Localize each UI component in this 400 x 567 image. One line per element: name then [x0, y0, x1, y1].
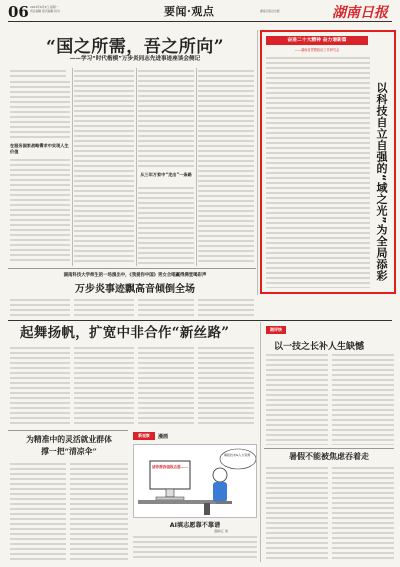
feature-banner: 奋进二十大精神 奋力谱新篇 [266, 36, 368, 45]
top-article-col2 [74, 69, 134, 264]
right-title: 以一技之长补人生缺憾 [274, 342, 365, 352]
header-left-meta: 2023年6月5日 星期一 责任编辑 版式编辑 校对 [30, 5, 60, 13]
cartoon-caption: AI填志愿靠不靠谱 [169, 522, 221, 529]
section-two-col1 [10, 346, 70, 426]
header-rule [8, 21, 392, 22]
top-article-col3 [138, 69, 194, 169]
top-article-col1b [10, 158, 70, 264]
subhead-1: 在服务国家战略需求中实现人生价值 [10, 143, 69, 154]
right-title-2: 暑假不能被焦虑吞着走 [289, 451, 369, 461]
column-divider [257, 30, 258, 295]
section-two-col3 [138, 346, 194, 426]
top-article-col4 [198, 69, 254, 264]
cartoon-label: 漫画 [158, 434, 169, 440]
middle-title: 万步炎事迹飘高音倾倒全场 [75, 284, 195, 295]
middle-col4 [198, 298, 254, 316]
left-feature-col1 [10, 462, 66, 560]
column-divider [136, 68, 137, 266]
section-two-col2 [74, 346, 134, 426]
cartoon-side-text [133, 535, 257, 560]
top-article-col3b [138, 186, 194, 264]
cartoon-signature: 漫画/江 淮 [214, 529, 228, 533]
left-title-2: 撑一把“清凉伞” [41, 447, 97, 456]
right-col-body-3 [266, 466, 328, 560]
top-article-subtitle: ——学习“时代楷模”万步炎同志先进事迹座谈会侧记 [69, 56, 201, 62]
left-title-1: 为精准中的灵活就业群体 [26, 435, 112, 444]
new-observation-badge: 新观察 [133, 432, 155, 440]
column-divider [196, 68, 197, 266]
masthead-logo: 湖南日报 [332, 5, 388, 21]
header-right-meta: 湖南日报社出版 [260, 9, 280, 13]
left-feature-col2 [70, 462, 128, 560]
rule [8, 430, 128, 431]
cartoon-right-bubble: 填报技术&人力资源 [224, 453, 251, 457]
feature-vertical-title: 以科技自立自强的“域之光”为全局添彩 [375, 82, 388, 282]
feature-banner-sub: ——湖南省思想政治工作研究会 [294, 48, 340, 52]
section-two-col4 [198, 346, 254, 426]
column-divider [260, 322, 261, 562]
column-divider [72, 68, 73, 266]
top-article-col1 [10, 80, 70, 140]
section-name: 要闻·观点 [164, 5, 215, 18]
middle-kicker: 湖南科技大学师生的一场演出中，《我爱你中国》男女合唱赢得满堂喝彩声 [63, 273, 207, 278]
middle-col3 [138, 298, 194, 316]
right-col-body-4 [332, 466, 394, 560]
right-col-body-1 [266, 353, 328, 445]
cartoon-frame [133, 444, 257, 518]
section-two-title: 起舞扬帆，扩宽中非合作“新丝路” [20, 325, 230, 341]
cartoon-bubble: 请你帮我填报志愿…… [152, 465, 188, 469]
top-article-title: “国之所需，吾之所向” [45, 37, 225, 57]
middle-col1 [10, 298, 70, 316]
right-col-body-2 [332, 353, 394, 445]
top-article-byline [10, 69, 70, 77]
right-badge: 湘评快 [266, 326, 286, 334]
page-number: 06 [8, 3, 29, 21]
rule [264, 448, 394, 449]
feature-body [266, 56, 370, 288]
rule [8, 268, 256, 269]
subhead-2: 从三年万家中“走出”一条路 [140, 172, 192, 177]
middle-col2 [74, 298, 134, 316]
